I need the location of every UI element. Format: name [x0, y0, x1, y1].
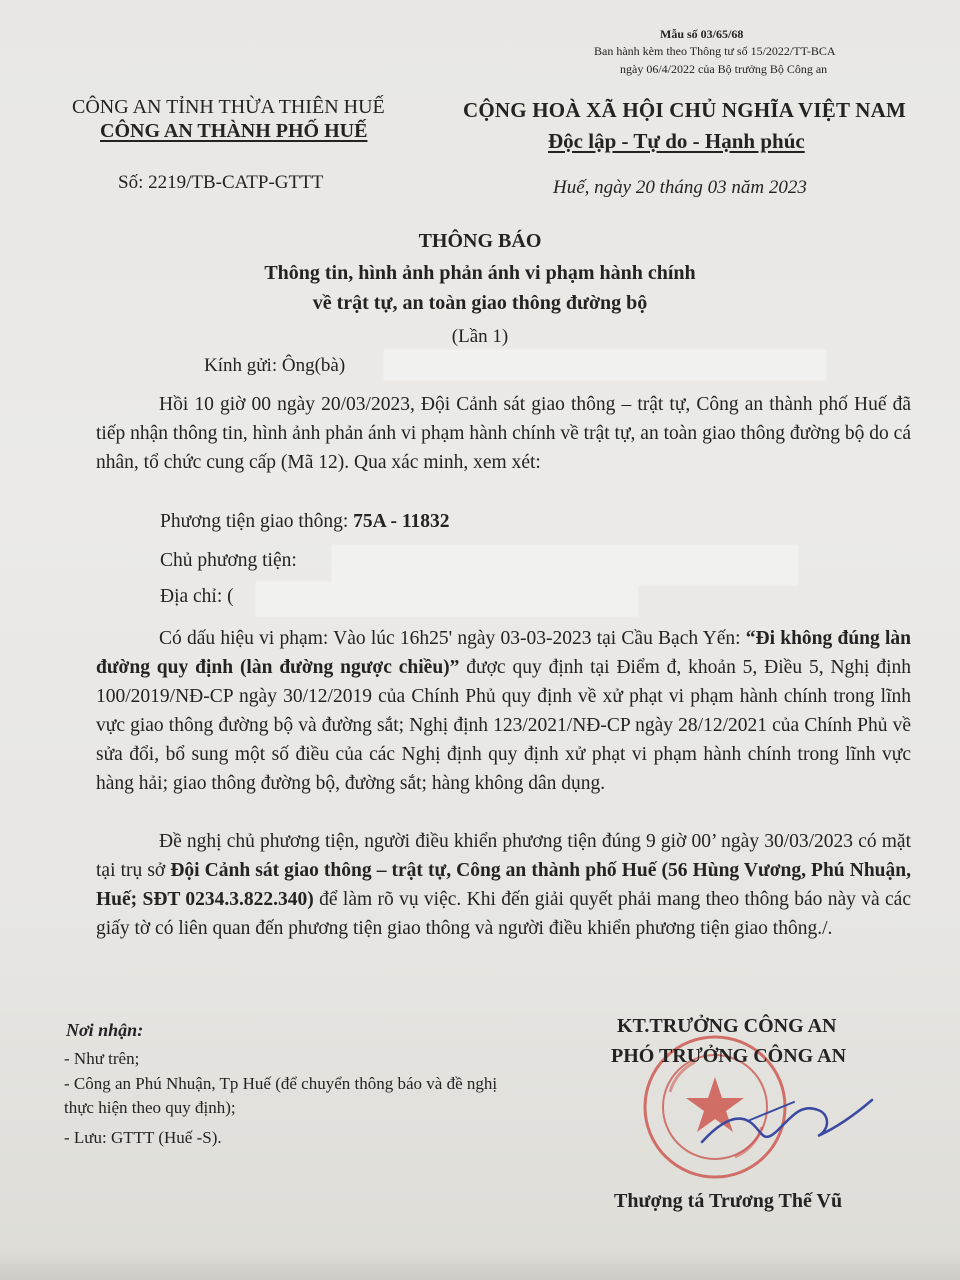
owner-field: [160, 550, 297, 572]
paragraph-violation: [96, 624, 911, 798]
signature-title-line2: PHÓ TRƯỞNG CÔNG AN: [611, 1045, 847, 1067]
paragraph-summons: [96, 827, 911, 943]
vehicle-label: Phương tiện giao thông:: [160, 511, 354, 532]
form-note-line2: ngày 06/4/2022 của Bộ trưởng Bộ Công an: [620, 62, 828, 76]
address-visible: (: [227, 586, 234, 607]
recipient-item: - Lưu: GTTT (Huế -S).: [64, 1128, 222, 1147]
redacted-owner-name: [332, 545, 798, 585]
document-number: Số: 2219/TB-CATP-GTTT: [118, 172, 324, 193]
recipient-item: - Công an Phú Nhuận, Tp Huế (để chuyển thông báo và đề nghị thực hiện theo quy định);: [64, 1074, 498, 1117]
document-subtitle-line1: Thông tin, hình ảnh phản ánh vi phạm hành chính: [264, 262, 696, 284]
address-label: Địa chỉ:: [160, 586, 228, 607]
violation-intro: Có dấu hiệu vi phạm: Vào lúc 16h25' ngày 03-03-2023 tại Cầu Bạch Yến:: [159, 628, 746, 649]
summons-intro: Đề nghị chủ phương tiện, người điều khiển phương tiện đúng 9 giờ 00’ ngày 30/03/2023 có mặt tại trụ sở: [96, 831, 911, 881]
national-title: CỘNG HOÀ XÃ HỘI CHỦ NGHĨA VIỆT NAM: [463, 98, 906, 122]
owner-label: Chủ phương tiện:: [160, 550, 297, 571]
violation-description: “Đi không đúng làn đường quy định (làn đường ngược chiều)”: [96, 628, 911, 678]
signature-title-line1: KT.TRƯỞNG CÔNG AN: [617, 1015, 837, 1037]
document-subtitle-line2: về trật tự, an toàn giao thông đường bộ: [312, 292, 648, 314]
page-shadow: [0, 1250, 960, 1280]
document-type: THÔNG BÁO: [418, 230, 542, 252]
agency-name: CÔNG AN THÀNH PHỐ HUẾ: [100, 120, 368, 142]
redacted-address: [256, 582, 638, 616]
violation-legal-basis: được quy định tại Điểm đ, khoản 5, Điều 5, Nghị định 100/2019/NĐ-CP ngày 30/12/2019 của Chính Phủ quy định về xử phạt vi phạm hành chính trong lĩnh vực giao thông đường bộ và đường sắt; Nghị định 123/2021/NĐ-CP ngày 28/12/2021 của Chính Phủ về sửa đổi, bổ sung một số điều của các Nghị định quy định xử phạt vi phạm hành chính trong lĩnh vực hàng hải; giao thông đường bộ, đường sắt; hàng không dân dụng.: [96, 657, 911, 794]
vehicle-field: [160, 511, 450, 533]
signer-name: Thượng tá Trương Thế Vũ: [614, 1190, 843, 1212]
address-field: [160, 586, 234, 608]
vehicle-plate: 75A - 11832: [353, 511, 450, 532]
salutation: Kính gửi: Ông(bà): [204, 355, 346, 376]
form-note-line1: Ban hành kèm theo Thông tư số 15/2022/TT-BCA: [594, 44, 836, 58]
paragraph-intake: [96, 390, 911, 477]
redacted-recipient-name: [384, 350, 826, 380]
handwritten-signature: [690, 1080, 880, 1160]
paragraph-intake-text: Hồi 10 giờ 00 ngày 20/03/2023, Đội Cảnh sát giao thông – trật tự, Công an thành phố Huế đã tiếp nhận thông tin, hình ảnh phản ánh vi phạm hành chính về trật tự, an toàn giao thông đường bộ do cá nhân, tổ chức cung cấp (Mã 12). Qua xác minh, xem xét:: [96, 394, 911, 473]
summons-instructions: để làm rõ vụ việc. Khi đến giải quyết phải mang theo thông báo này và các giấy tờ có liên quan đến phương tiện giao thông và người điều khiển phương tiện giao thông./.: [96, 889, 911, 939]
summons-office: Đội Cảnh sát giao thông – trật tự, Công an thành phố Huế (56 Hùng Vương, Phú Nhuận, Huế; SĐT 0234.3.822.340): [96, 860, 911, 910]
national-motto: Độc lập - Tự do - Hạnh phúc: [548, 129, 805, 153]
issue-date: Huế, ngày 20 tháng 03 năm 2023: [553, 177, 807, 198]
form-code: Mẫu số 03/65/68: [660, 27, 744, 41]
notice-round: (Lần 1): [451, 326, 509, 347]
recipient-item: - Như trên;: [64, 1049, 140, 1068]
recipients-title: Nơi nhận:: [66, 1020, 144, 1040]
agency-parent: CÔNG AN TỈNH THỪA THIÊN HUẾ: [72, 96, 385, 118]
